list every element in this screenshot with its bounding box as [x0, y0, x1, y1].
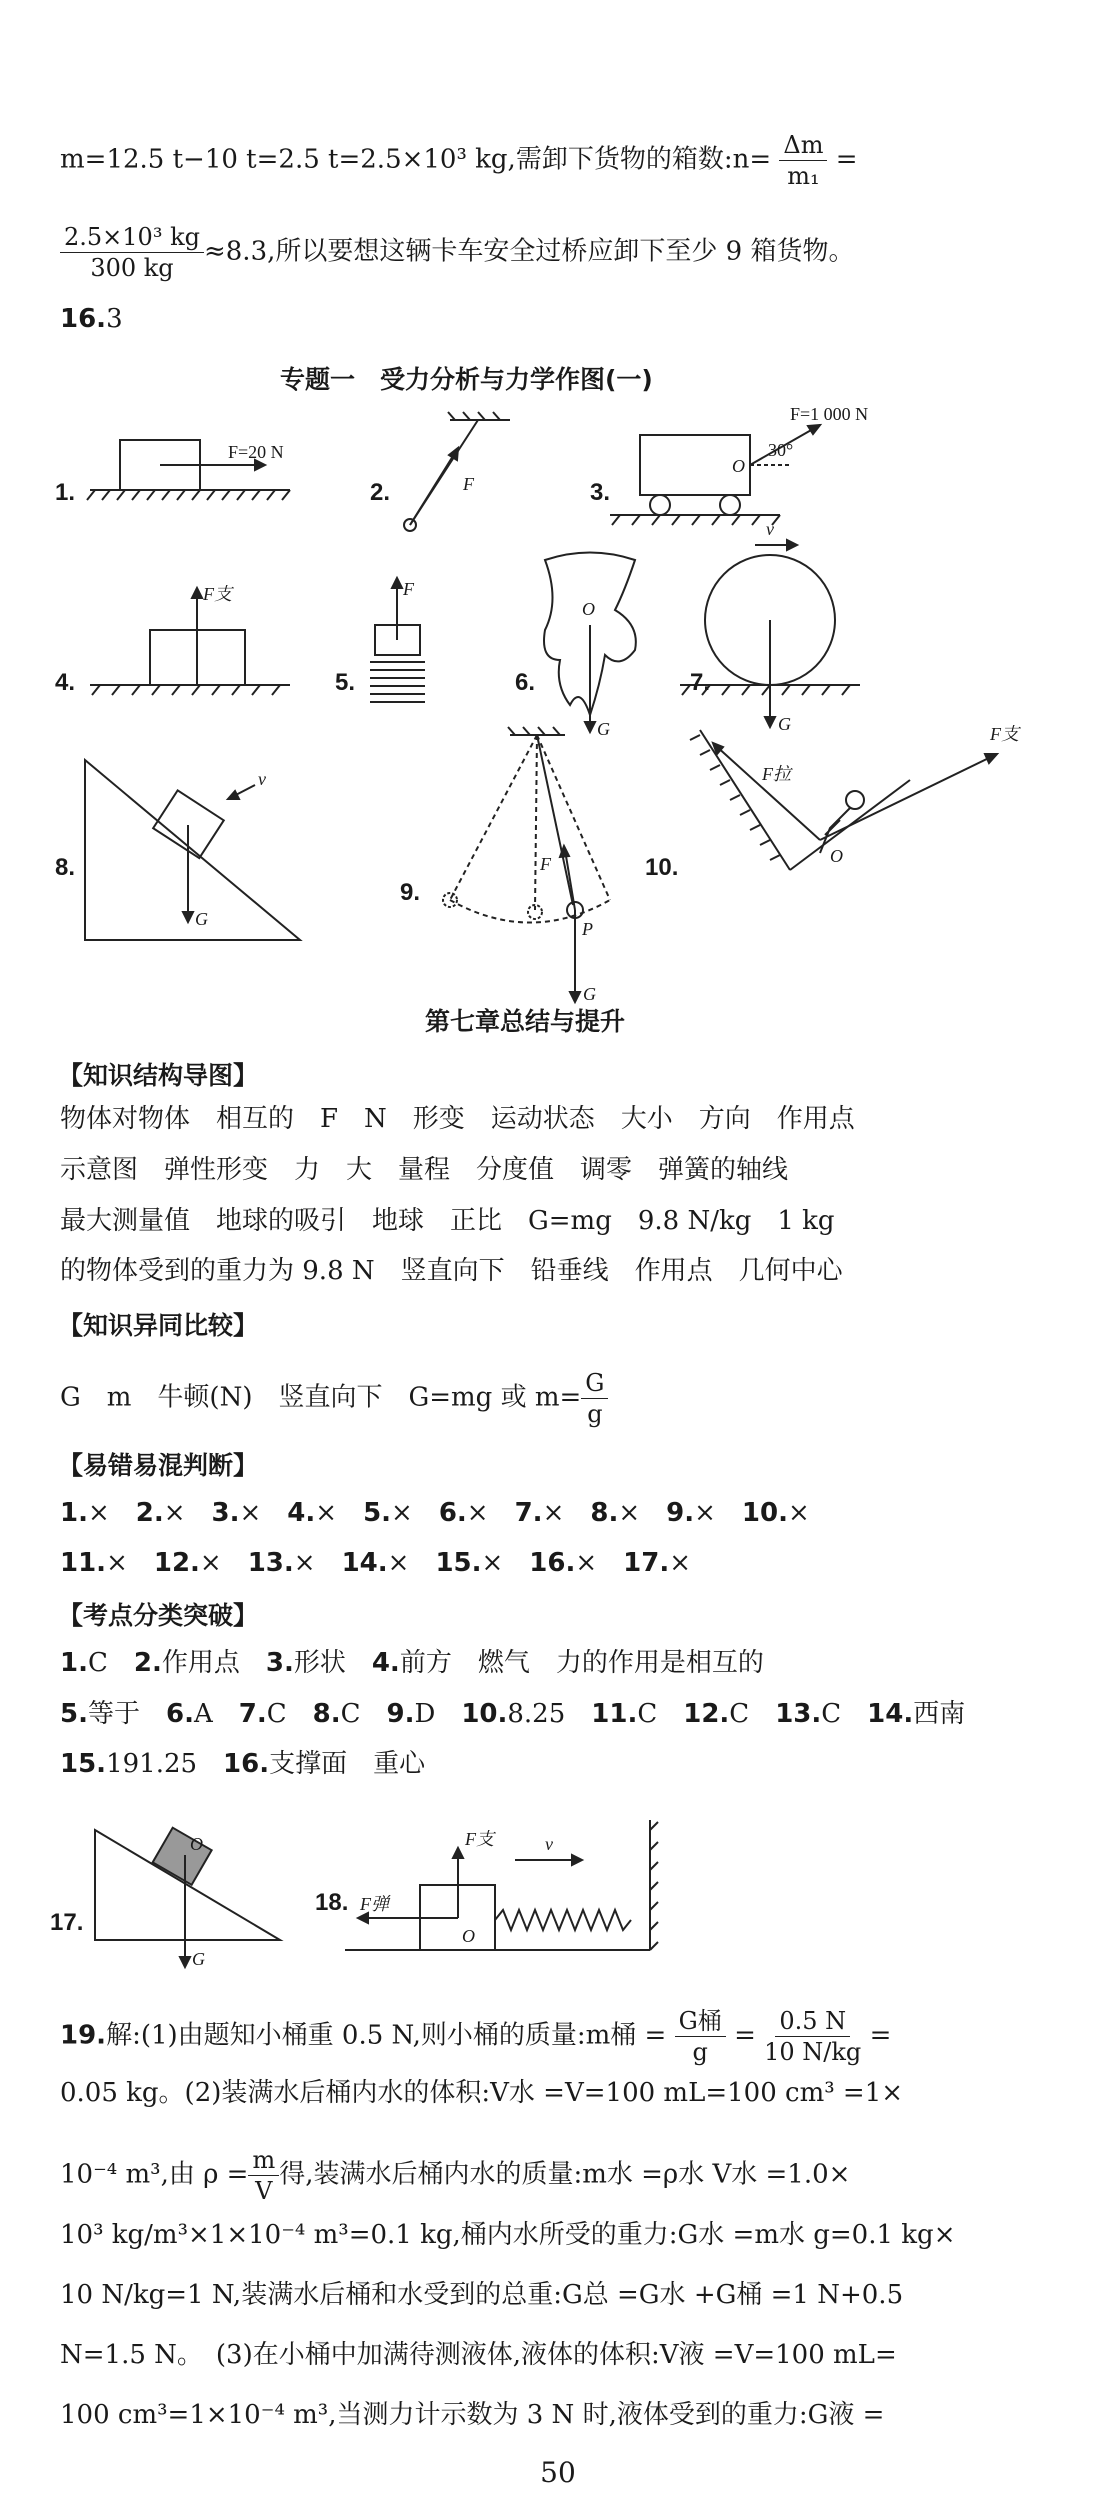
answer-item [775, 1699, 841, 1729]
answer: C [821, 1699, 842, 1729]
question-number: 16. [60, 304, 107, 334]
fraction [675, 2006, 726, 2067]
diagram-number: 18. [315, 1889, 349, 1916]
denominator: V [255, 2177, 273, 2205]
angle-label: 30° [768, 440, 794, 460]
diagram-number: 17. [50, 1909, 84, 1936]
answer: C [340, 1699, 361, 1729]
question-number: 7. [514, 1498, 543, 1528]
equals: = [869, 2020, 892, 2051]
answer-item [683, 1699, 749, 1729]
denominator: m₁ [787, 162, 820, 190]
answer: C [637, 1699, 658, 1729]
breakthrough-row-2 [60, 1697, 991, 1731]
prev-solution-line-2 [60, 222, 854, 283]
topic-title: 专题一 受力分析与力学作图(一) [280, 365, 653, 394]
force-label: G [583, 984, 596, 1004]
text: G m 牛顿(N) 竖直向下 G=mg 或 m= [60, 1382, 582, 1413]
answer: × [199, 1548, 222, 1578]
diagram-number: 1. [55, 479, 76, 506]
force-diagrams-17-18 [0, 1800, 1116, 1980]
answer-item [287, 1498, 337, 1528]
point-label: O [190, 1834, 203, 1854]
q19-line-6: N=1.5 N。 (3)在小桶中加满待测液体,液体的体积:V液 =V=100 mL= [60, 2340, 897, 2370]
text: 得,装满水后桶内水的质量:m水 =ρ水 V水 =1.0× [279, 2159, 851, 2190]
question-number: 17. [623, 1548, 670, 1578]
question-number: 12. [153, 1548, 200, 1578]
question-number: 13. [775, 1699, 822, 1729]
answer: × [787, 1498, 810, 1528]
q19-line-1 [60, 2006, 891, 2067]
answer-item [212, 1498, 262, 1528]
question-number: 15. [435, 1548, 482, 1578]
force-label: F=20 N [228, 442, 284, 462]
numerator: Δm [779, 130, 827, 161]
diagram-number: 10. [645, 854, 679, 881]
answer-16 [60, 302, 123, 336]
answer-item [591, 1699, 657, 1729]
text: 解:(1)由题知小桶重 0.5 N,则小桶的质量:m桶 = [106, 2020, 667, 2051]
question-number: 5. [363, 1498, 392, 1528]
answer: C [87, 1648, 108, 1678]
fraction [248, 2145, 279, 2206]
answer-item [166, 1699, 213, 1729]
answer-item [666, 1498, 716, 1528]
diagram-number: 8. [55, 854, 76, 881]
answer-item [60, 1548, 128, 1578]
answer: × [293, 1548, 316, 1578]
question-number: 19. [60, 2020, 107, 2051]
question-number: 7. [238, 1699, 267, 1729]
answer-item [248, 1548, 316, 1578]
answer: × [618, 1498, 641, 1528]
diagram-number: 5. [335, 669, 356, 696]
question-number: 16. [223, 1749, 270, 1779]
breakthrough-row-3 [60, 1747, 451, 1781]
point-label: O [732, 456, 745, 476]
denominator: g [692, 2038, 708, 2066]
text: ≈8.3,所以要想这辆卡车安全过桥应卸下至少 9 箱货物。 [203, 236, 855, 267]
answer: × [669, 1548, 692, 1578]
answer: × [575, 1548, 598, 1578]
q19-line-4: 10³ kg/m³×1×10⁻⁴ m³=0.1 kg,桶内水所受的重力:G水 =m水 g=0.1 kg× [60, 2220, 956, 2250]
answer: 作用点 [161, 1648, 240, 1678]
question-number: 6. [438, 1498, 467, 1528]
answer-item [515, 1498, 565, 1528]
force-label: F=1 000 N [790, 404, 869, 424]
denominator: g [587, 1400, 603, 1428]
diagram-number: 9. [400, 879, 421, 906]
answer: × [694, 1498, 716, 1528]
answer: C [729, 1699, 750, 1729]
answer: × [239, 1498, 262, 1528]
diagram-number: 3. [590, 479, 611, 506]
question-number: 10. [461, 1699, 508, 1729]
question-number: 10. [741, 1498, 788, 1528]
answer-item [386, 1699, 435, 1729]
question-number: 13. [247, 1548, 294, 1578]
denominator: 10 N/kg [764, 2038, 862, 2066]
numerator: 0.5 N [775, 2006, 850, 2037]
section-title-comparison: 【知识异同比较】 [58, 1311, 259, 1340]
question-number: 11. [60, 1548, 107, 1578]
force-label: G [192, 1949, 205, 1969]
ground-hatch-1 [87, 490, 290, 500]
force-label: G [195, 909, 208, 929]
answer: × [387, 1548, 410, 1578]
equals: = [835, 144, 858, 175]
prev-solution-line-1 [60, 130, 858, 191]
force-label: F拉 [762, 764, 791, 784]
force-label: G [597, 719, 610, 739]
point-label: O [582, 599, 595, 619]
answer: 形状 [293, 1648, 346, 1678]
text: 10⁻⁴ m³,由 ρ = [60, 2159, 249, 2190]
question-number: 11. [591, 1699, 638, 1729]
question-number: 4. [287, 1498, 316, 1528]
question-number: 3. [265, 1648, 294, 1678]
q19-line-5: 10 N/kg=1 N,装满水后桶和水受到的总重:G总 =G水 +G桶 =1 N+0.5 [60, 2280, 904, 2310]
force-label: F [463, 474, 474, 494]
force-label: F支 [203, 584, 232, 604]
answer-item [590, 1498, 640, 1528]
answer-item [154, 1548, 222, 1578]
question-number: 14. [341, 1548, 388, 1578]
answer-item [342, 1548, 410, 1578]
answer-item [266, 1648, 346, 1678]
answer: × [542, 1498, 565, 1528]
denominator: 300 kg [90, 254, 174, 282]
fraction [581, 1368, 608, 1429]
answer: × [481, 1548, 504, 1578]
question-number: 6. [165, 1699, 194, 1729]
answer: × [466, 1498, 489, 1528]
answer-item [461, 1699, 565, 1729]
question-number: 8. [312, 1699, 341, 1729]
question-number: 9. [666, 1498, 695, 1528]
question-number: 16. [529, 1548, 576, 1578]
answer: 西南 [913, 1699, 966, 1729]
velocity-label: v [545, 1834, 553, 1854]
velocity-label: v [258, 769, 266, 789]
breakthrough-row-1 [60, 1646, 790, 1680]
numerator: 2.5×10³ kg [60, 222, 204, 253]
velocity-label: v [766, 519, 774, 539]
answer-item [223, 1749, 425, 1779]
answer: D [414, 1699, 436, 1729]
answer-item [742, 1498, 810, 1528]
answer-item [372, 1648, 764, 1678]
judgement-row-2 [60, 1546, 717, 1580]
diagram-number: 7. [690, 669, 711, 696]
question-number: 2. [133, 1648, 162, 1678]
q19-line-2: 0.05 kg。(2)装满水后桶内水的体积:V水 =V=100 mL=100 cm³ =1× [60, 2078, 904, 2108]
answer: × [106, 1548, 128, 1578]
force-label: F [403, 579, 414, 599]
section-title-knowledge-map: 【知识结构导图】 [58, 1061, 259, 1090]
answer-item [623, 1548, 691, 1578]
diagram-number: 4. [55, 669, 76, 696]
fraction [764, 2006, 861, 2067]
answer-item [867, 1699, 965, 1729]
force-label: F支 [465, 1829, 494, 1849]
answer: 3 [106, 304, 123, 334]
answer-item [435, 1548, 503, 1578]
answer-item [60, 1648, 108, 1678]
chapter-title: 第七章总结与提升 [425, 1007, 626, 1036]
diagram-number: 6. [515, 669, 536, 696]
answer-item [439, 1498, 489, 1528]
point-label: O [830, 846, 843, 866]
answer: 支撑面 重心 [269, 1749, 426, 1779]
equals: = [734, 2020, 756, 2051]
answer-item [363, 1498, 413, 1528]
answer-item [136, 1498, 186, 1528]
q19-line-3 [60, 2145, 850, 2206]
answer-item [239, 1699, 287, 1729]
diagram-number: 2. [370, 479, 391, 506]
answer: × [391, 1498, 413, 1528]
answer-item [60, 1498, 110, 1528]
question-number: 1. [60, 1498, 88, 1528]
knowledge-line: 示意图 弹性形变 力 大 量程 分度值 调零 弹簧的轴线 [60, 1155, 789, 1185]
force-label: F [540, 854, 551, 874]
fraction [60, 222, 204, 283]
judgement-row-1 [60, 1496, 836, 1530]
numerator: m [248, 2145, 279, 2176]
answer: 191.25 [106, 1749, 198, 1779]
section-title-judgement: 【易错易混判断】 [58, 1451, 259, 1480]
force-label: F弹 [360, 1894, 389, 1914]
knowledge-line: 的物体受到的重力为 9.8 N 竖直向下 铅垂线 作用点 几何中心 [60, 1256, 843, 1286]
answer-item [529, 1548, 597, 1578]
point-label: P [582, 919, 593, 939]
question-number: 9. [386, 1699, 415, 1729]
knowledge-line: 最大测量值 地球的吸引 地球 正比 G=mg 9.8 N/kg 1 kg [60, 1206, 835, 1236]
force-diagrams [0, 400, 1116, 1004]
section-title-breakthrough: 【考点分类突破】 [58, 1601, 259, 1630]
answer: × [163, 1498, 186, 1528]
answer: 8.25 [507, 1699, 566, 1729]
answer: A [193, 1699, 213, 1729]
knowledge-line: 物体对物体 相互的 F N 形变 运动状态 大小 方向 作用点 [60, 1104, 855, 1134]
point-label: O [462, 1926, 475, 1946]
force-label: G [778, 714, 791, 734]
answer: × [315, 1498, 338, 1528]
question-number: 8. [590, 1498, 619, 1528]
question-number: 1. [60, 1648, 88, 1678]
answer: × [87, 1498, 110, 1528]
answer-item [313, 1699, 361, 1729]
answer: C [266, 1699, 287, 1729]
numerator: G [581, 1368, 608, 1399]
answer-item [134, 1648, 240, 1678]
page-number: 50 [540, 2456, 576, 2489]
force-label: F支 [990, 724, 1019, 744]
q19-line-7: 100 cm³=1×10⁻⁴ m³,当测力计示数为 3 N 时,液体受到的重力:G液 = [60, 2400, 885, 2430]
question-number: 3. [211, 1498, 240, 1528]
answer-item [60, 1699, 140, 1729]
answer-item [60, 1749, 197, 1779]
question-number: 5. [60, 1699, 88, 1729]
text: m=12.5 t−10 t=2.5 t=2.5×10³ kg,需卸下货物的箱数:n= [60, 144, 772, 175]
fraction [779, 130, 827, 191]
numerator: G桶 [675, 2006, 726, 2037]
answer: 等于 [87, 1699, 140, 1729]
comparison-line [60, 1368, 608, 1429]
question-number: 4. [371, 1648, 400, 1678]
question-number: 14. [867, 1699, 914, 1729]
question-number: 12. [683, 1699, 730, 1729]
question-number: 15. [60, 1749, 107, 1779]
question-number: 2. [135, 1498, 164, 1528]
answer: 前方 燃气 力的作用是相互的 [399, 1648, 764, 1678]
